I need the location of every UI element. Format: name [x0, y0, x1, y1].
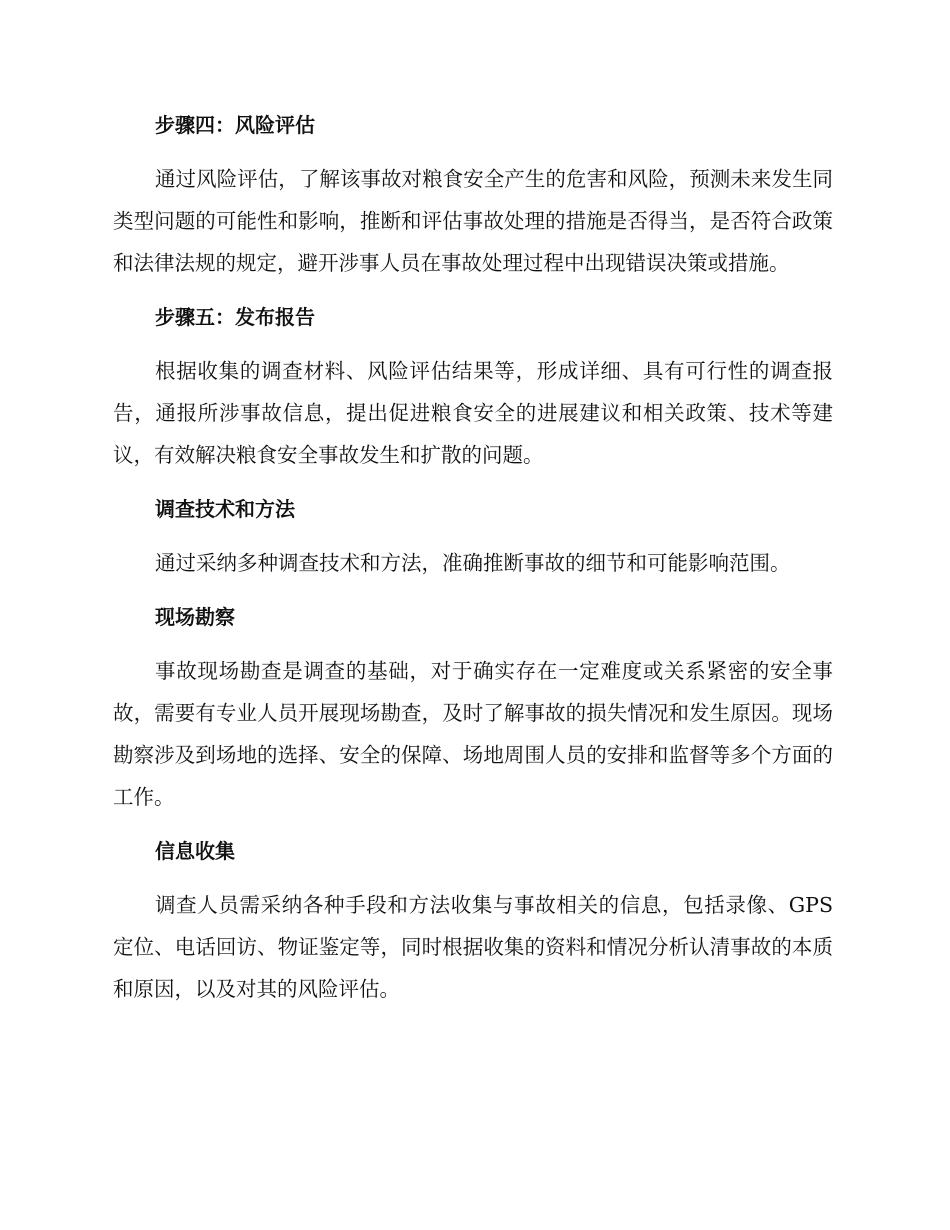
section-risk-assessment: [113, 104, 833, 284]
section-paragraph: 调查人员需采纳各种手段和方法收集与事故相关的信息，包括录像、GPS定位、电话回访、物证鉴定等，同时根据收集的资料和情况分析认清事故的本质和原因，以及对其的风险评估。: [113, 893, 833, 1001]
section-heading: 现场勘察: [155, 605, 235, 629]
section-paragraph: 通过采纳多种调查技术和方法，准确推断事故的细节和可能影响范围。: [155, 551, 791, 575]
section-paragraph: 事故现场勘查是调查的基础，对于确实存在一定难度或关系紧密的安全事故，需要有专业人员开展现场勘查，及时了解事故的损失情况和发生原因。现场勘察涉及到场地的选择、安全的保障、场地周围人员的安排和监督等多个方面的工作。: [113, 659, 833, 809]
section-publish-report: [113, 296, 833, 476]
section-investigation-methods: [113, 488, 833, 584]
section-site-survey: [113, 596, 833, 818]
section-heading: 调查技术和方法: [155, 497, 295, 521]
section-paragraph: 根据收集的调查材料、风险评估结果等，形成详细、具有可行性的调查报告，通报所涉事故信息，提出促进粮食安全的进展建议和相关政策、技术等建议，有效解决粮食安全事故发生和扩散的问题。: [113, 359, 833, 467]
section-heading: 步骤五：发布报告: [155, 305, 315, 329]
section-heading: 信息收集: [155, 839, 235, 863]
section-information-collection: [113, 830, 833, 1010]
section-heading: 步骤四：风险评估: [155, 113, 315, 137]
section-paragraph: 通过风险评估，了解该事故对粮食安全产生的危害和风险，预测未来发生同类型问题的可能性和影响，推断和评估事故处理的措施是否得当，是否符合政策和法律法规的规定，避开涉事人员在事故处理过程中出现错误决策或措施。: [113, 167, 833, 275]
document-body: [113, 104, 833, 1022]
